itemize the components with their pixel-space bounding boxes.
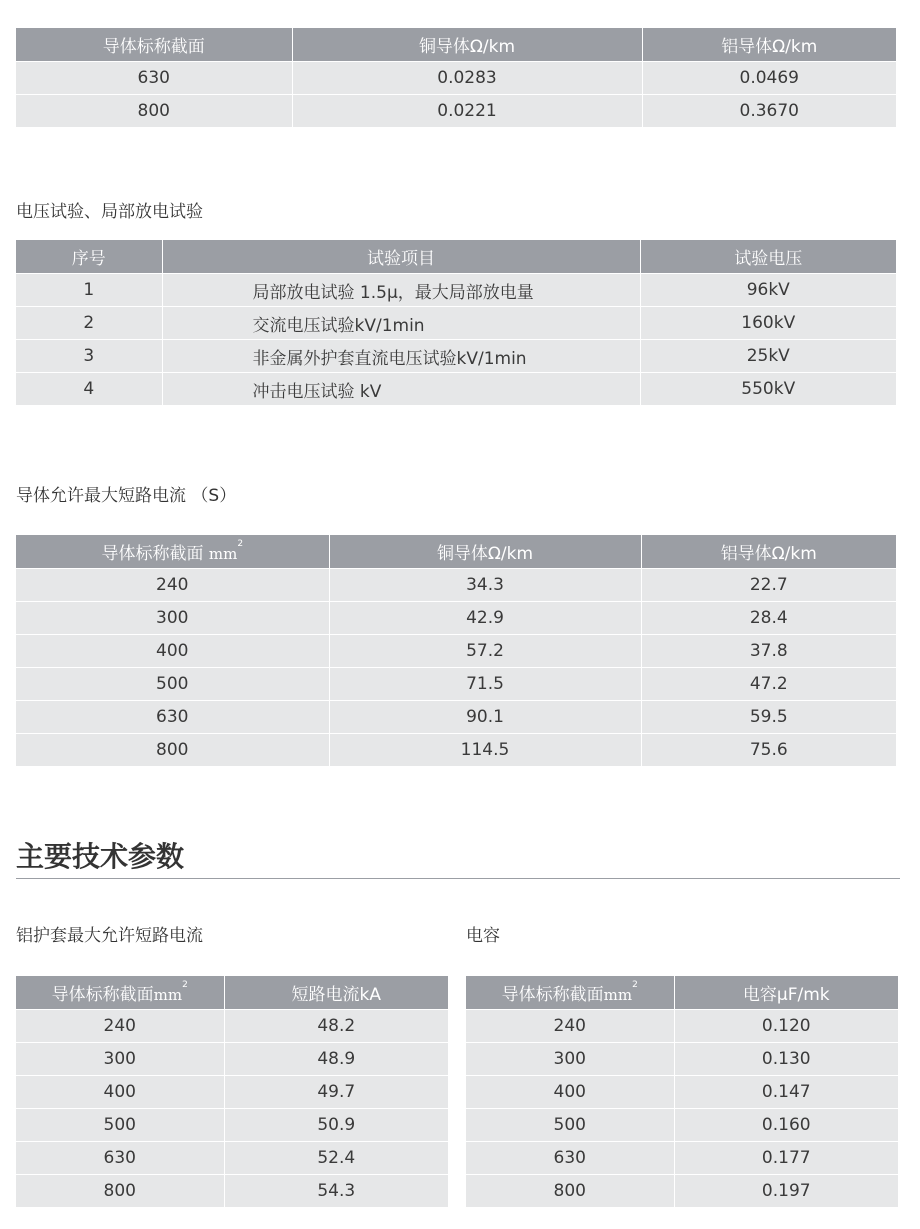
table-cell: 59.5	[641, 701, 896, 734]
table-row	[16, 307, 896, 340]
table-row	[16, 668, 896, 701]
table-cell: 交流电压试验kV/1min	[162, 307, 640, 340]
table-cell: 96kV	[640, 274, 896, 307]
table-header-row	[16, 240, 896, 274]
table-row	[466, 1010, 898, 1043]
table-row	[16, 1175, 448, 1208]
column-header: 试验项目	[162, 240, 640, 274]
table-cell: 300	[466, 1043, 674, 1076]
table-cell: 500	[16, 668, 329, 701]
table-cell: 71.5	[329, 668, 641, 701]
column-header: 铝导体Ω/km	[642, 28, 896, 62]
capacitance-table-title: 电容	[466, 926, 500, 946]
table-cell: 800	[16, 95, 292, 128]
table-cell: 0.197	[674, 1175, 898, 1208]
table-cell: 57.2	[329, 635, 641, 668]
table-cell: 400	[466, 1076, 674, 1109]
column-header: 铜导体Ω/km	[292, 28, 642, 62]
voltage-test-title: 电压试验、局部放电试验	[16, 202, 203, 222]
table-cell: 25kV	[640, 340, 896, 373]
table-cell: 300	[16, 1043, 224, 1076]
sheath-table-title: 铝护套最大允许短路电流	[16, 926, 203, 946]
unit-label: mm	[603, 986, 633, 1004]
table-cell: 28.4	[641, 602, 896, 635]
unit-superscript: 2	[182, 980, 188, 990]
table-cell: 160kV	[640, 307, 896, 340]
table-cell: 50.9	[224, 1109, 448, 1142]
table-cell: 局部放电试验 1.5μ，最大局部放电量	[162, 274, 640, 307]
unit-label: mm	[208, 545, 238, 563]
column-header: 短路电流kA	[224, 976, 448, 1010]
header-label: 导体标称截面	[51, 985, 154, 1005]
resistance-table	[16, 28, 896, 127]
table-row	[16, 274, 896, 307]
table-row	[466, 1142, 898, 1175]
column-header: 试验电压	[640, 240, 896, 274]
sheath-short-circuit-table	[16, 976, 448, 1207]
table-cell: 0.0283	[292, 62, 642, 95]
table-row	[16, 1010, 448, 1043]
table-cell: 800	[466, 1175, 674, 1208]
table-row	[466, 1076, 898, 1109]
table-cell: 630	[16, 701, 329, 734]
short-circuit-table	[16, 535, 896, 766]
table-cell: 500	[466, 1109, 674, 1142]
table-row	[16, 1142, 448, 1175]
table-row	[16, 95, 896, 128]
table-cell: 630	[466, 1142, 674, 1175]
table-cell: 1	[16, 274, 162, 307]
column-header: 铜导体Ω/km	[329, 535, 641, 569]
table-cell: 500	[16, 1109, 224, 1142]
table-cell: 240	[466, 1010, 674, 1043]
table-header-row	[16, 535, 896, 569]
table-cell: 800	[16, 1175, 224, 1208]
table-cell: 47.2	[641, 668, 896, 701]
table-cell: 22.7	[641, 569, 896, 602]
table-cell: 0.147	[674, 1076, 898, 1109]
short-circuit-title: 导体允许最大短路电流 （S）	[16, 486, 237, 506]
main-params-title: 主要技术参数	[16, 840, 185, 873]
column-header	[16, 976, 224, 1010]
table-cell: 52.4	[224, 1142, 448, 1175]
table-cell: 0.130	[674, 1043, 898, 1076]
table-cell: 240	[16, 569, 329, 602]
table-row	[16, 635, 896, 668]
column-header: 导体标称截面	[16, 28, 292, 62]
table-row	[16, 1043, 448, 1076]
table-cell: 48.2	[224, 1010, 448, 1043]
table-row	[16, 62, 896, 95]
table-row	[16, 569, 896, 602]
section-divider	[16, 878, 900, 879]
header-label: 导体标称截面	[501, 985, 604, 1005]
table-cell: 34.3	[329, 569, 641, 602]
table-cell: 0.160	[674, 1109, 898, 1142]
table-cell: 630	[16, 62, 292, 95]
column-header: 铝导体Ω/km	[641, 535, 896, 569]
column-header: 电容μF/mk	[674, 976, 898, 1010]
table-cell: 冲击电压试验 kV	[162, 373, 640, 406]
table-cell: 3	[16, 340, 162, 373]
table-cell: 400	[16, 1076, 224, 1109]
table-cell: 90.1	[329, 701, 641, 734]
table-cell: 0.0469	[642, 62, 896, 95]
table-header-row	[16, 28, 896, 62]
unit-superscript: 2	[632, 980, 638, 990]
column-header	[16, 535, 329, 569]
table-cell: 114.5	[329, 734, 641, 767]
table-cell: 800	[16, 734, 329, 767]
capacitance-table	[466, 976, 898, 1207]
column-header: 序号	[16, 240, 162, 274]
unit-superscript: 2	[237, 539, 244, 549]
table-cell: 49.7	[224, 1076, 448, 1109]
table-row	[466, 1109, 898, 1142]
table-header-row	[466, 976, 898, 1010]
table-cell: 非金属外护套直流电压试验kV/1min	[162, 340, 640, 373]
unit-label: mm	[153, 986, 183, 1004]
table-row	[466, 1175, 898, 1208]
table-header-row	[16, 976, 448, 1010]
table-cell: 300	[16, 602, 329, 635]
header-label: 导体标称截面	[101, 544, 204, 564]
table-cell: 0.177	[674, 1142, 898, 1175]
table-cell: 630	[16, 1142, 224, 1175]
table-cell: 4	[16, 373, 162, 406]
table-cell: 54.3	[224, 1175, 448, 1208]
table-cell: 75.6	[641, 734, 896, 767]
table-cell: 240	[16, 1010, 224, 1043]
table-row	[16, 373, 896, 406]
table-row	[16, 1109, 448, 1142]
table-row	[16, 1076, 448, 1109]
table-cell: 48.9	[224, 1043, 448, 1076]
table-row	[466, 1043, 898, 1076]
table-row	[16, 701, 896, 734]
table-row	[16, 602, 896, 635]
column-header	[466, 976, 674, 1010]
table-cell: 37.8	[641, 635, 896, 668]
voltage-test-table	[16, 240, 896, 405]
table-cell: 550kV	[640, 373, 896, 406]
table-row	[16, 340, 896, 373]
table-cell: 2	[16, 307, 162, 340]
table-cell: 400	[16, 635, 329, 668]
table-cell: 0.0221	[292, 95, 642, 128]
table-row	[16, 734, 896, 767]
table-cell: 42.9	[329, 602, 641, 635]
table-cell: 0.120	[674, 1010, 898, 1043]
table-cell: 0.3670	[642, 95, 896, 128]
